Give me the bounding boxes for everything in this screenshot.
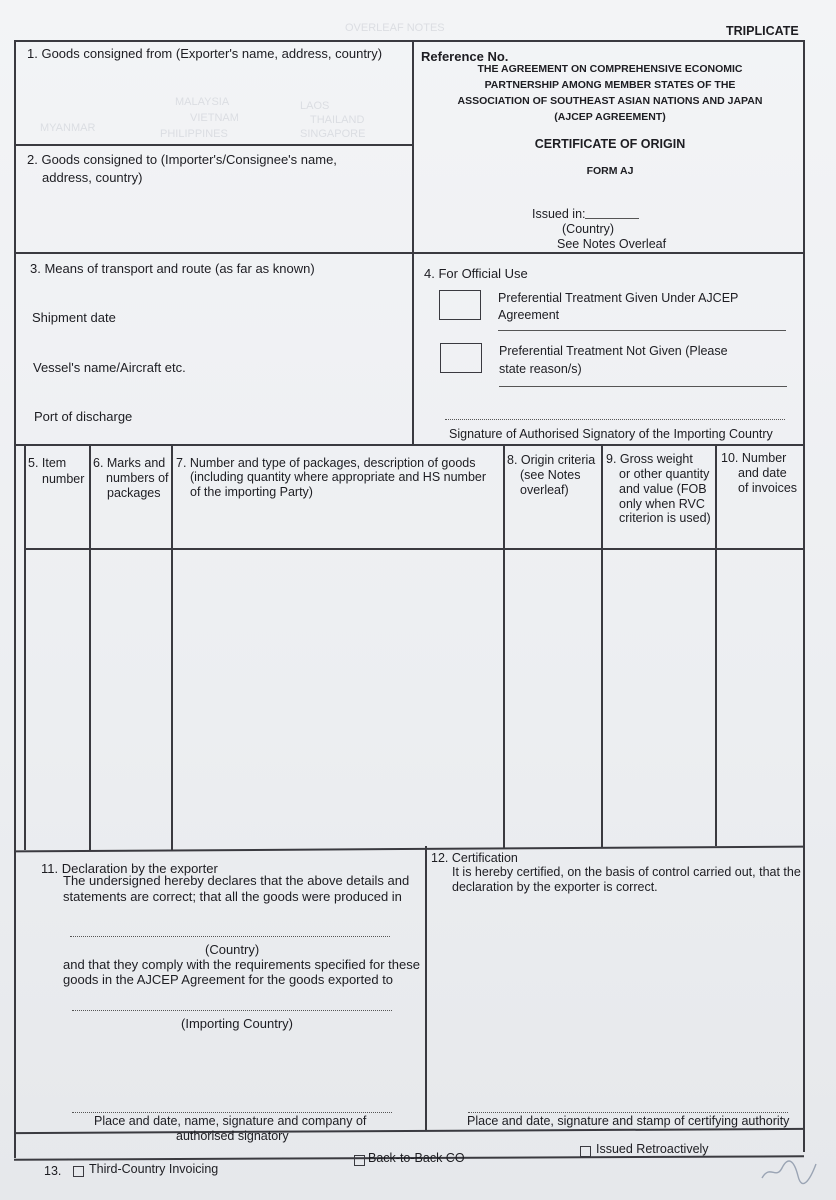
divider-box3-columns xyxy=(14,444,804,446)
col-divider xyxy=(601,444,603,848)
col-weight-header: 9. Gross weight xyxy=(606,452,693,466)
col-weight-header: criterion is used) xyxy=(619,511,711,525)
overleaf-ghost-text: MYANMAR xyxy=(40,122,96,134)
declaration-text: and that they comply with the requirements specified for these xyxy=(63,957,420,972)
col-origin-header: 8. Origin criteria xyxy=(507,453,596,467)
agreement-title-line: ASSOCIATION OF SOUTHEAST ASIAN NATIONS AND JAPAN xyxy=(457,95,763,107)
box3-label: 3. Means of transport and route (as far as known) xyxy=(30,261,315,276)
agreement-title-line: PARTNERSHIP AMONG MEMBER STATES OF THE xyxy=(484,79,736,91)
declaration-text: statements are correct; that all the goods were produced in xyxy=(63,889,402,904)
exporter-signature-label: Place and date, name, signature and company of xyxy=(94,1114,367,1128)
certification-text: declaration by the exporter is correct. xyxy=(452,880,658,894)
treatment-given-label: Agreement xyxy=(498,308,560,322)
retroactive-checkbox[interactable] xyxy=(580,1146,591,1157)
box2-label: address, country) xyxy=(42,170,143,185)
overleaf-ghost-text: PHILIPPINES xyxy=(160,128,228,140)
col-weight-header: and value (FOB xyxy=(619,482,707,496)
col-origin-header: (see Notes xyxy=(520,468,581,482)
divider-column-headers xyxy=(25,548,804,550)
form-name: FORM AJ xyxy=(586,165,634,177)
vessel-label: Vessel's name/Aircraft etc. xyxy=(33,360,186,375)
treatment-given-label: Preferential Treatment Given Under AJCEP xyxy=(498,291,739,305)
exporter-signature-label: authorised signatory xyxy=(176,1129,289,1143)
col-invoices-header: of invoices xyxy=(738,481,798,495)
col-divider xyxy=(89,444,91,850)
col-marks-header: numbers of xyxy=(106,471,169,485)
agreement-title-line: THE AGREEMENT ON COMPREHENSIVE ECONOMIC xyxy=(477,63,743,75)
agreement-title-line: (AJCEP AGREEMENT) xyxy=(554,111,666,123)
col-divider xyxy=(171,444,173,850)
issued-in-country: (Country) xyxy=(562,222,615,236)
copy-label: TRIPLICATE xyxy=(726,24,799,38)
col-description-header: of the importing Party) xyxy=(190,485,313,499)
col-invoices-header: 10. Number xyxy=(721,451,787,465)
overleaf-heading-ghost: OVERLEAF NOTES xyxy=(345,22,445,34)
reason-line xyxy=(499,386,787,387)
col-weight-header: or other quantity xyxy=(619,467,710,481)
port-label: Port of discharge xyxy=(34,409,133,424)
importing-signatory-label: Signature of Authorised Signatory of the Importing Country xyxy=(449,427,773,441)
col-description-header: (including quantity where appropriate and HS number xyxy=(190,470,487,484)
col-item-header: 5. Item xyxy=(28,456,67,470)
overleaf-ghost-text: THAILAND xyxy=(310,114,365,126)
divider-box11-box12 xyxy=(425,846,427,1130)
declaration-country: (Country) xyxy=(205,942,260,957)
certifier-signature-line xyxy=(468,1112,788,1113)
col-invoices-header: and date xyxy=(738,466,787,480)
overleaf-ghost-text: SINGAPORE xyxy=(300,128,366,140)
box12-label: 12. Certification xyxy=(431,851,518,865)
box2-label: 2. Goods consigned to (Importer's/Consignee's name, xyxy=(27,152,337,167)
col-origin-header: overleaf) xyxy=(520,483,569,497)
signature-line xyxy=(445,419,785,420)
country-line xyxy=(70,936,390,937)
exporter-signature-line xyxy=(72,1112,392,1113)
third-country-checkbox[interactable] xyxy=(73,1166,84,1177)
box4-label: 4. For Official Use xyxy=(424,266,528,281)
shipment-date-label: Shipment date xyxy=(32,310,116,325)
divider-vertical-top xyxy=(412,40,414,444)
overleaf-ghost-text: MALAYSIA xyxy=(175,96,230,108)
form-border-right xyxy=(803,40,805,1152)
declaration-text: The undersigned hereby declares that the above details and xyxy=(63,873,410,888)
col-marks-header: 6. Marks and xyxy=(93,456,166,470)
col-divider xyxy=(24,444,26,850)
treatment-not-given-label: Preferential Treatment Not Given (Please xyxy=(499,344,728,358)
divider-box2-box3 xyxy=(14,252,804,254)
declaration-text: goods in the AJCEP Agreement for the goods exported to xyxy=(63,972,394,987)
treatment-given-checkbox[interactable] xyxy=(439,290,481,320)
form-border-top xyxy=(14,40,804,42)
col-weight-header: only when RVC xyxy=(619,497,705,511)
box11-label: 11. Declaration by the exporter xyxy=(41,861,218,876)
certifier-signature-label: Place and date, signature and stamp of certifying authority xyxy=(467,1114,790,1128)
see-notes: See Notes Overleaf xyxy=(557,237,667,251)
col-description-header: 7. Number and type of packages, description of goods xyxy=(176,456,476,470)
certification-text: It is hereby certified, on the basis of control carried out, that the xyxy=(452,865,801,879)
third-country-label: Third-Country Invoicing xyxy=(89,1162,219,1176)
retroactive-label: Issued Retroactively xyxy=(596,1142,709,1156)
divider-box1-box2 xyxy=(14,144,413,146)
box1-label: 1. Goods consigned from (Exporter's name, address, country) xyxy=(27,46,383,61)
issued-in-line xyxy=(585,218,639,219)
overleaf-ghost-text: LAOS xyxy=(300,100,330,112)
divider-columns-box11 xyxy=(14,846,804,852)
reference-label: Reference No. xyxy=(421,49,509,64)
back-to-back-label: Back-to-Back CO xyxy=(368,1151,465,1165)
importing-country-line xyxy=(72,1010,392,1011)
col-marks-header: packages xyxy=(107,486,161,500)
col-divider xyxy=(715,444,717,846)
form-border-left xyxy=(14,40,16,1158)
issued-in-label: Issued in: xyxy=(532,207,586,221)
overleaf-ghost-text: VIETNAM xyxy=(190,112,239,124)
treatment-not-given-checkbox[interactable] xyxy=(440,343,482,373)
importing-country-label: (Importing Country) xyxy=(181,1016,293,1031)
certificate-title: CERTIFICATE OF ORIGIN xyxy=(534,137,686,151)
box13-label: 13. xyxy=(44,1164,62,1178)
back-to-back-checkbox[interactable] xyxy=(354,1155,365,1166)
treatment-not-given-label: state reason/s) xyxy=(499,362,582,376)
handwritten-mark xyxy=(758,1150,820,1190)
treatment-given-line xyxy=(498,330,786,331)
col-divider xyxy=(503,444,505,848)
col-item-header: number xyxy=(42,472,85,486)
